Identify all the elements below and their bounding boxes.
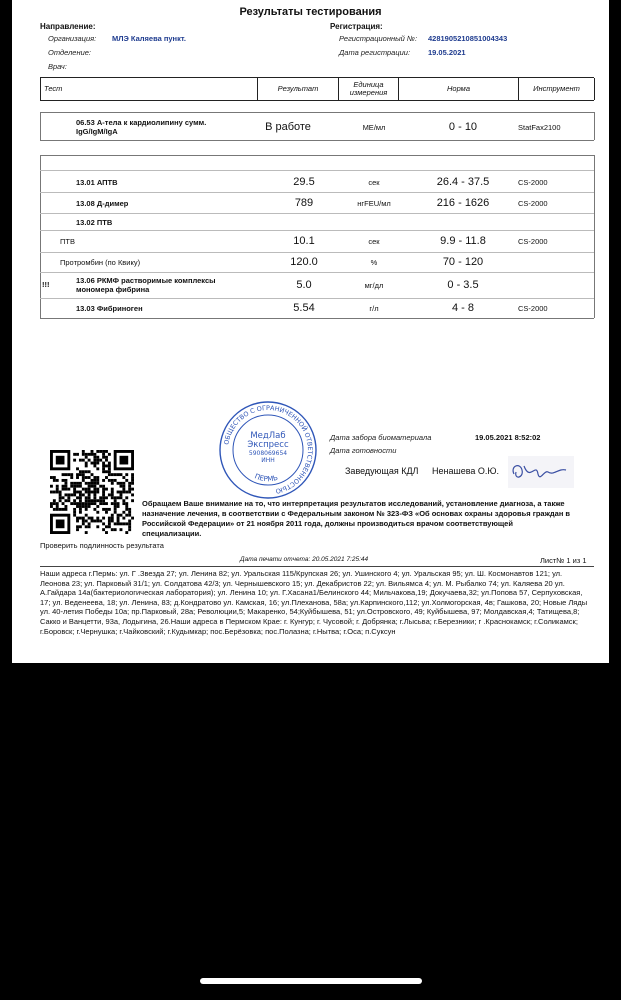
norm-fibrinogen: 4 - 8 (451, 302, 474, 314)
stamp-line1: МедЛаб (250, 431, 286, 441)
col-instrument: Инструмент (533, 84, 580, 93)
home-indicator[interactable] (200, 978, 422, 984)
col-unit-line1: Единица (353, 80, 384, 89)
reg-date-value: 19.05.2021 (428, 48, 466, 57)
reg-number-label: Регистрационный №: (339, 34, 418, 43)
page-title: Результаты тестирования (239, 6, 382, 18)
norm-d-dimer: 216 - 1626 (436, 197, 490, 209)
company-stamp (218, 400, 318, 500)
unit-rkmf: мг/дл (364, 281, 384, 290)
test-aptt: 13.01 АПТВ (76, 178, 118, 187)
norm-ptv: 9.9 - 11.8 (440, 235, 486, 247)
test-ptv-group: 13.02 ПТВ (76, 218, 113, 227)
instrument-d-dimer: CS-2000 (518, 199, 548, 208)
test-anticardiolipin (76, 118, 206, 136)
head-name: Ненашева О.Ю. (432, 466, 499, 476)
department-label: Отделение: (48, 48, 92, 57)
test-rkmf-line2: мономера фибрина (76, 285, 150, 294)
norm-anticardiolipin: 0 - 10 (448, 121, 478, 133)
report-sheet (12, 0, 609, 663)
test-fibrinogen: 13.03 Фибриноген (76, 304, 143, 313)
reg-date-label: Дата регистрации: (339, 48, 411, 57)
norm-prothrombin: 70 - 120 (442, 256, 484, 268)
col-test: Тест (44, 84, 63, 93)
organization-label: Организация: (48, 34, 97, 43)
qr-code-icon[interactable] (50, 450, 134, 534)
signature-icon (508, 456, 574, 488)
result-aptt: 29.5 (293, 176, 315, 188)
test-ptv: ПТВ (60, 237, 75, 246)
norm-aptt: 26.4 - 37.5 (436, 176, 490, 188)
instrument-fibrinogen: CS-2000 (518, 304, 548, 313)
stamp-line4: ИНН (261, 457, 275, 464)
legal-notice: Обращаем Ваше внимание на то, что интерпретация результатов исследований, установление диагноза, а также назначение лечения, в соответствии с Федеральным законом № 323-ФЗ «Об основах охраны здоровья граждан в Российской Федерации» от 21 ноября 2011 года, должны производиться врачом соответствующей специализации. (142, 499, 571, 538)
result-rkmf: 5.0 (296, 279, 312, 291)
sample-date-label: Дата забора биоматериала (330, 433, 432, 442)
test-rkmf-line1: 13.06 РКМФ растворимые комплексы (76, 276, 216, 285)
instrument-ptv: CS-2000 (518, 237, 548, 246)
result-ptv: 10.1 (293, 235, 315, 247)
addresses: Наши адреса г.Пермь: ул. Г .Звезда 27; ул. Ленина 82; ул. Уральская 115/Крупская 26; ул. Ушинского 4; ул. Уральская 95; ул. Ш. Космонавтов 121; ул. Леонова 23; ул. Парковый 31/1; ул. Солдатова 42/3; ул. Чернышевского 15; ул. Декабристов 22; ул. Вильямса 4; ул. М. Рыбалко 74; ул. Каляева 20 ул. А.Гайдара 14а(бактериологическая лаборатория); ул. Ленина 10; ул. Г.Хасана1/Белинского 44; Мильчакова,19; Докучаева,32; ул.Попова 57, Серпуховская, 17; ул. Веденеева, 18; ул. Ленина, 83; д.Кондратово ул. Камская, 16; ул.Плеханова, 58а; ул.Карпинского,112; ул.Холмогорская, 4в; Гашкова, 20; Новые Ляды ул. 40-летия Победы 10а; пр.Парковый, 28а; Революции,5; Макаренко, 54;Куйбышева, 51; ул.Островского, 49; Куйбышева, 97; Молдавская,4; Татищева,8; Сакко и Ванцетти, 93а, Лодыгина, 26.Наши адреса в Пермском Крае: г. Кунгур; г. Чусовой; г. Добрянка; г.Лысьва; г.Березники; г .Краснокамск; г.Соликамск; г.Боровск; г.Чернушка; г.Чайковский; г.Кудымкар; пос.Берёзовка; пос.Полазна; г.Нытва; г.Оса; п.Суксун (40, 569, 588, 636)
unit-fibrinogen: г/л (369, 304, 379, 313)
sheet-number: Лист№ 1 из 1 (540, 556, 587, 565)
col-unit-line2: измерения (349, 88, 388, 97)
test-d-dimer: 13.08 Д-димер (76, 199, 129, 208)
unit-ptv: сек (368, 237, 380, 246)
verify-link[interactable]: Проверить подлинность результата (40, 541, 164, 550)
sample-date-value: 19.05.2021 8:52:02 (475, 433, 541, 442)
test-anticardiolipin-line1: 06.53 А-тела к кардиолипину сумм. (76, 118, 207, 127)
unit-prothrombin: % (370, 258, 378, 267)
test-anticardiolipin-line2: IgG/IgM/IgA (76, 127, 118, 136)
test-rkmf (76, 276, 216, 294)
organization-value: МЛЭ Каляева пункт. (112, 34, 186, 43)
col-norm: Норма (447, 84, 470, 93)
unit-d-dimer: нгFEU/мл (357, 199, 391, 208)
instrument-anticardiolipin: StatFax2100 (518, 123, 561, 132)
norm-rkmf: 0 - 3.5 (447, 279, 479, 291)
reg-number-value: 4281905210851004343 (428, 34, 508, 43)
result-fibrinogen: 5.54 (293, 302, 315, 314)
stamp-bottom: ПЕРМЬ (253, 472, 279, 484)
registration-label: Регистрация: (330, 22, 383, 31)
ready-date-label: Дата готовности (330, 446, 397, 455)
stamp-ring-text: ОБЩЕСТВО С ОГРАНИЧЕННОЙ ОТВЕТСТВЕННОСТЬЮ (222, 403, 315, 496)
stamp-line2: Экспресс (247, 440, 289, 450)
doctor-label: Врач: (48, 62, 67, 71)
head-label: Заведующая КДЛ (345, 466, 419, 476)
flag-rkmf: !!! (42, 280, 50, 289)
direction-label: Направление: (40, 22, 96, 31)
col-unit (339, 78, 398, 100)
instrument-aptt: CS-2000 (518, 178, 548, 187)
result-d-dimer: 789 (294, 197, 314, 209)
test-prothrombin: Протромбин (по Квику) (60, 258, 141, 267)
col-result: Результат (277, 84, 319, 93)
stamp-line3: 5908069654 (248, 450, 288, 457)
result-prothrombin: 120.0 (290, 256, 318, 268)
print-date: Дата печати отчета: 20.05.2021 7:25:44 (240, 556, 369, 563)
unit-aptt: сек (368, 178, 380, 187)
unit-anticardiolipin: МЕ/мл (362, 123, 386, 132)
result-anticardiolipin: В работе (265, 121, 311, 133)
